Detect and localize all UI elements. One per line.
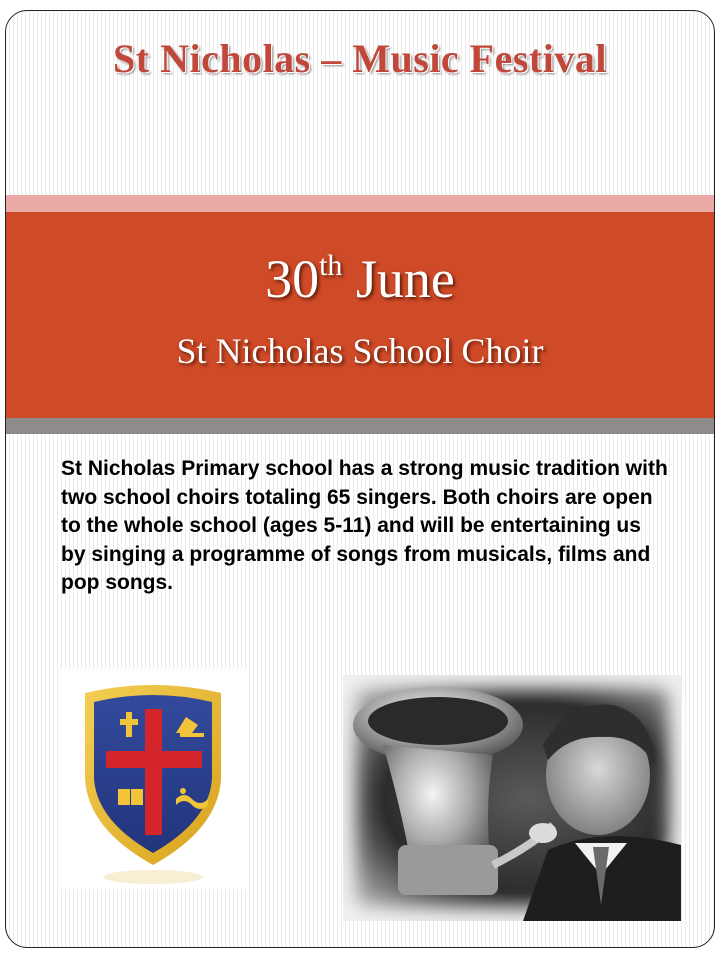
poster-title: St Nicholas – Music Festival bbox=[113, 36, 607, 81]
band-top-stripe bbox=[6, 195, 714, 212]
date-suffix: th bbox=[319, 249, 343, 282]
poster-slide bbox=[5, 10, 715, 948]
tuba-player-photo bbox=[343, 675, 681, 921]
event-description: St Nicholas Primary school has a strong music tradition with two school choirs totaling 65 singers. Both choirs are open to the whole school (ages 5-11) and will be entertaining us by singing a programme of songs from musicals, films and pop songs. bbox=[61, 457, 668, 594]
date-day: 30 bbox=[265, 249, 320, 309]
band-bottom-stripe bbox=[6, 418, 714, 434]
boy-playing-tuba-icon bbox=[343, 675, 681, 921]
event-date bbox=[6, 248, 714, 310]
school-crest-image bbox=[58, 669, 248, 889]
date-month: June bbox=[355, 249, 455, 309]
event-banner bbox=[6, 212, 714, 418]
crest-icon bbox=[58, 669, 248, 889]
performer-name: St Nicholas School Choir bbox=[176, 331, 544, 371]
